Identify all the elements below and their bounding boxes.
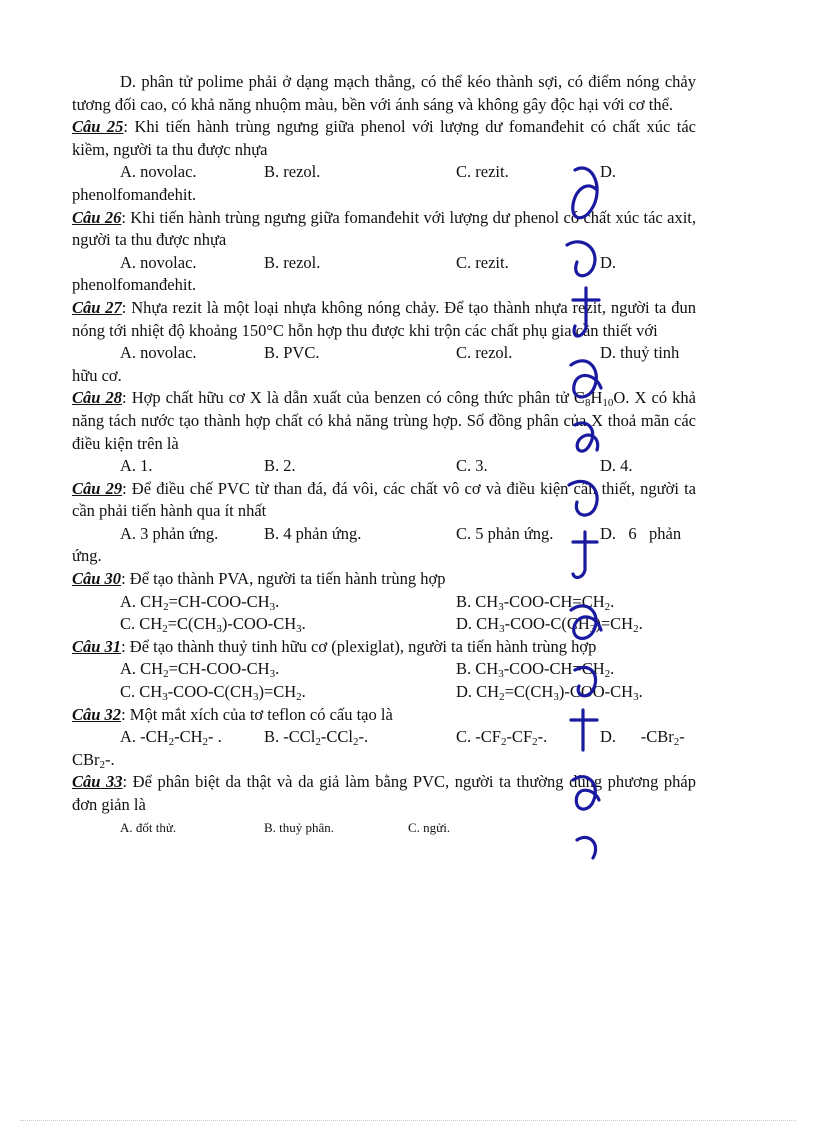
question-label: Câu 33	[72, 772, 123, 792]
option-c: C. rezit.	[456, 162, 509, 182]
option-continuation: phenolfomanđehit.	[72, 275, 197, 295]
handwritten-watermark	[553, 150, 613, 870]
question-text: : Để tạo thành thuỷ tinh hữu cơ (plexiglat), người ta tiến hành trùng hợp	[121, 636, 597, 656]
option-d: D. -CBr$_2$-	[600, 727, 685, 749]
option-a: A. novolac.	[120, 252, 197, 272]
option-a: C. $CH_2=C(CH_3)-COO-CH_3$.	[120, 614, 306, 636]
option-a: C. $CH_3-COO-C(CH_3)=CH_2$.	[120, 682, 306, 704]
option-a: A. $CH_2=CH-COO-CH_3$.	[120, 591, 280, 613]
paragraph: D. phân tử polime phải ở dạng mạch thẳng, có thể kéo thành sợi, có điểm nóng chảy tương đối cao, có khả năng nhuộm màu, bền với ánh sáng và không gây độc hại với cơ thể.	[72, 72, 696, 114]
watermark-stroke	[571, 606, 601, 639]
watermark-stroke	[573, 532, 597, 577]
option-b: B. $CH_3-COO-CH=CH_2$.	[456, 659, 615, 681]
option-a: A. 1.	[120, 456, 153, 476]
option-d: D. 6 phản	[600, 523, 682, 543]
option-b: B. 2.	[264, 456, 296, 476]
option-c: C. 5 phản ứng.	[456, 523, 554, 543]
option-b: B. thuỷ phân.	[264, 819, 335, 835]
question-text: : Khi tiến hành trùng ngưng giữa phenol với lượng dư fomanđehit có chất xúc tác kiềm, người ta thu được nhựa	[72, 117, 696, 159]
question-label: Câu 32	[72, 704, 122, 724]
option-continuation: hữu cơ.	[72, 365, 122, 385]
watermark-stroke	[569, 481, 597, 515]
option-a: A. $CH_2=CH-COO-CH_3$.	[120, 659, 280, 681]
option-b: D. $CH_3-COO-C(CH_3)=CH_2$.	[456, 614, 643, 636]
watermark-stroke	[575, 423, 598, 451]
watermark-stroke	[577, 837, 596, 858]
watermark-stroke	[571, 710, 597, 750]
option-c: C. 3.	[456, 456, 488, 476]
option-d: D. 4.	[600, 456, 633, 476]
watermark-stroke	[573, 777, 599, 809]
option-a: A. $-CH_2-CH_2-$ .	[120, 727, 222, 749]
option-b: B. PVC.	[264, 343, 320, 363]
watermark-stroke	[573, 168, 597, 218]
option-continuation: phenolfomanđehit.	[72, 184, 197, 204]
option-c: C. rezit.	[456, 252, 509, 272]
option-continuation: ứng.	[72, 546, 102, 566]
question-text: : Để phân biệt da thật và da giả làm bằng PVC, người ta thường dùng phương pháp đơn giản là	[72, 772, 697, 814]
option-c: C. $-CF_2-CF_2-$.	[456, 727, 548, 749]
question-text: : Để điều chế PVC từ than đá, đá vôi, các chất vô cơ và điều kiện cần thiết, người ta cần phải tiến hành qua ít nhất	[72, 478, 696, 521]
option-a: A. novolac.	[120, 162, 197, 182]
watermark-stroke	[571, 361, 601, 397]
question-label: Câu 25	[72, 117, 124, 137]
option-b: B. $CH_3-COO-CH=CH_2$.	[456, 591, 615, 613]
question-label: Câu 27	[72, 297, 122, 317]
page-bottom-border	[20, 1120, 796, 1121]
option-b: D. $CH_2=C(CH_3)-COO-CH_3$.	[456, 682, 643, 704]
question-label: Câu 26	[72, 207, 122, 227]
question-label: Câu 29	[72, 478, 123, 498]
option-a: A. đốt thử.	[120, 819, 177, 835]
option-d: D.	[600, 162, 617, 182]
watermark-stroke	[575, 667, 596, 695]
question-text: : Để tạo thành PVA, người ta tiến hành trùng hợp	[121, 569, 446, 589]
question-text: : Khi tiến hành trùng ngưng giữa fomanđehit với lượng dư phenol có chất xúc tác axit, người ta thu được nhựa	[72, 207, 697, 250]
watermark-stroke	[573, 288, 599, 336]
option-d: D. thuỷ tinh	[600, 343, 680, 363]
question-text: : Nhựa rezit là một loại nhựa không nóng chảy. Để tạo thành nhựa rezit, người ta đun nóng tới nhiệt độ khoảng 150°C hỗn hợp thu được khi trộn các chất phụ gia cần thiết với	[72, 297, 696, 340]
option-c: C. ngửi.	[408, 819, 451, 835]
question-text: : Một mắt xích của tơ teflon có cấu tạo là	[121, 704, 393, 724]
question-label: Câu 31	[72, 636, 122, 656]
question-label: Câu 28	[72, 388, 123, 408]
option-continuation: CBr$_2$-.	[72, 749, 115, 771]
option-a: A. novolac.	[120, 343, 197, 363]
option-b: B. -CCl$_2$-CCl$_2$-.	[264, 727, 369, 749]
question-label: Câu 30	[72, 569, 122, 589]
option-c: C. rezol.	[456, 343, 513, 363]
option-b: B. 4 phản ứng.	[264, 523, 362, 543]
option-b: B. rezol.	[264, 162, 321, 182]
option-d: D.	[600, 252, 617, 272]
option-b: B. rezol.	[264, 252, 321, 272]
watermark-stroke	[567, 242, 595, 276]
option-a: A. 3 phản ứng.	[120, 523, 219, 543]
question-text: : Hợp chất hữu cơ X là dẫn xuất của benzen có công thức phân tử $C_8H_{10}O$. X có khả năng tách nước tạo thành hợp chất có khả năng trùng hợp. Số đồng phân của X thoả mãn các điều kiện trên là	[72, 388, 696, 453]
